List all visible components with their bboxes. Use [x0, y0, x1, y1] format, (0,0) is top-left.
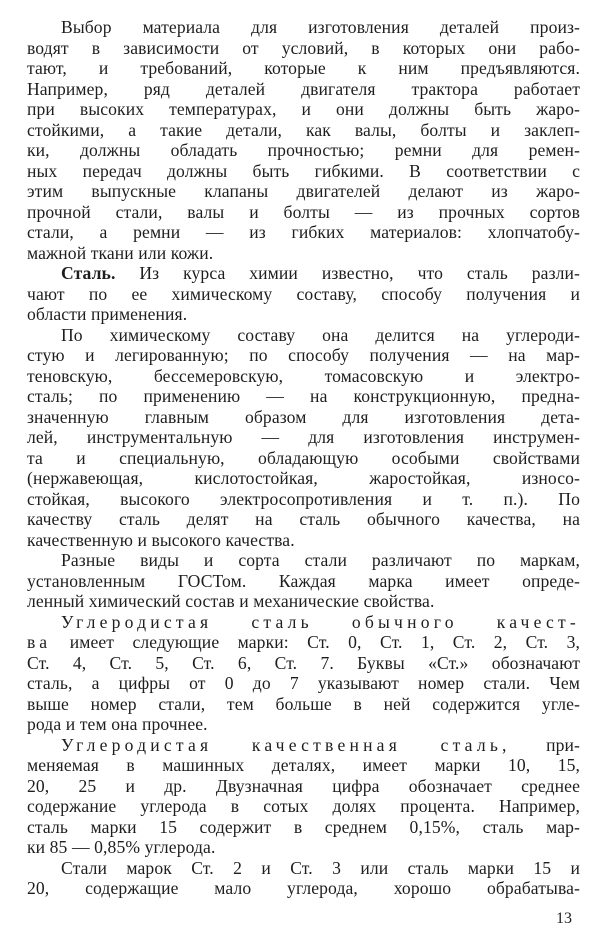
text-line	[27, 509, 580, 530]
text-line	[27, 735, 580, 756]
text-line	[27, 386, 580, 407]
text-line	[27, 632, 580, 653]
line-text: ных передач должны быть гибкими. В соответствии с	[27, 160, 580, 181]
line-text: сталь; по применению — на конструкционную, предна-	[27, 386, 580, 406]
line-text: стали, а ремни — из гибких материалов: хлопчатобу-	[27, 222, 580, 242]
line-text: рода и тем она прочнее.	[27, 714, 208, 734]
text-line	[27, 530, 580, 551]
line-text: выше номер стали, тем больше в ней содержится угле-	[27, 693, 580, 714]
text-line	[27, 366, 580, 387]
text-line	[27, 776, 580, 797]
page-number: 13	[556, 910, 572, 927]
text-line	[27, 878, 580, 899]
text-line	[27, 591, 580, 612]
page-body	[27, 17, 580, 899]
text-line	[27, 161, 580, 182]
section-heading: Сталь.	[61, 263, 116, 283]
line-text: По химическому составу она делится на углероди-	[61, 324, 580, 345]
text-line	[27, 284, 580, 305]
text-line	[27, 222, 580, 243]
line-text: та и специальную, обладающую особыми свойствами	[27, 447, 580, 468]
spaced-term: Углеродистая сталь обычного качест-	[61, 611, 580, 632]
line-text: стую и легированную; по способу получения — на мар-	[27, 345, 580, 365]
line-text: Стали марок Ст. 2 и Ст. 3 или сталь марки 15 и	[61, 857, 580, 878]
text-line	[27, 120, 580, 141]
line-text: качеству сталь делят на сталь обычного качества, на	[27, 509, 580, 529]
text-line	[27, 448, 580, 469]
line-text: мажной ткани или кожи.	[27, 242, 214, 263]
line-text: Выбор материала для изготовления деталей произ-	[61, 17, 580, 37]
text-line	[27, 140, 580, 161]
line-text: сталь, а цифры от 0 до 7 указывают номер стали. Чем	[27, 673, 580, 693]
text-line	[27, 714, 580, 735]
line-text: ленный химический состав и механические свойства.	[27, 591, 435, 611]
text-line	[27, 817, 580, 838]
text-line	[27, 345, 580, 366]
text-line	[27, 694, 580, 715]
text-line	[27, 407, 580, 428]
text-line	[27, 243, 580, 264]
line-text: Ст. 4, Ст. 5, Ст. 6, Ст. 7. Буквы «Ст.» обозначают	[27, 652, 580, 673]
text-line	[27, 263, 580, 284]
line-text: стойкими, а такие детали, как валы, болты и заклеп-	[27, 119, 580, 140]
line-text: этим выпускные клапаны двигателей делают из жаро-	[27, 181, 580, 201]
line-text: при-	[510, 734, 580, 755]
line-text: ки, должны обладать прочностью; ремни для ремен-	[27, 140, 580, 160]
line-text: меняемая в машинных деталях, имеет марки 10, 15,	[27, 755, 580, 775]
text-line	[27, 489, 580, 510]
text-line	[27, 571, 580, 592]
line-text: тают, и требований, которые к ним предъявляются.	[27, 58, 580, 78]
spaced-term: Углеродистая качественная сталь,	[61, 734, 511, 755]
text-line	[27, 673, 580, 694]
text-line	[27, 17, 580, 38]
text-line	[27, 858, 580, 879]
line-text: имеет следующие марки: Ст. 0, Ст. 1, Ст. 2, Ст. 3,	[51, 632, 580, 652]
text-line	[27, 837, 580, 858]
line-text: сталь марки 15 содержит в среднем 0,15%, сталь мар-	[27, 816, 580, 837]
text-line	[27, 653, 580, 674]
line-text: чают по ее химическому составу, способу получения и	[27, 283, 580, 304]
line-text: Из курса химии известно, что сталь разли-	[115, 263, 580, 283]
text-line	[27, 468, 580, 489]
line-text: значенную главным образом для изготовления дета-	[27, 406, 580, 427]
line-text: теновскую, бессемеровскую, томасовскую и электро-	[27, 365, 580, 386]
text-line	[27, 612, 580, 633]
line-text: области применения.	[27, 304, 188, 324]
text-line	[27, 58, 580, 79]
text-line	[27, 304, 580, 325]
text-line	[27, 181, 580, 202]
spaced-term: ва	[27, 632, 52, 652]
line-text: водят в зависимости от условий, в которых они рабо-	[27, 37, 580, 58]
text-line	[27, 79, 580, 100]
line-text: ки 85 — 0,85% углерода.	[27, 837, 216, 857]
line-text: Разные виды и сорта стали различают по маркам,	[61, 550, 580, 570]
line-text: Например, ряд деталей двигателя трактора работает	[27, 78, 580, 99]
line-text: установленным ГОСТом. Каждая марка имеет опреде-	[27, 570, 580, 591]
line-text: стойкая, высокого электросопротивления и т. п.). По	[27, 488, 580, 509]
line-text: прочной стали, валы и болты — из прочных сортов	[27, 201, 580, 222]
line-text: 20, 25 и др. Двузначная цифра обозначает среднее	[27, 775, 580, 796]
text-line	[27, 325, 580, 346]
line-text: 20, содержащие мало углерода, хорошо обрабатыва-	[27, 878, 580, 898]
text-line	[27, 38, 580, 59]
text-line	[27, 550, 580, 571]
text-line	[27, 99, 580, 120]
text-line	[27, 427, 580, 448]
line-text: лей, инструментальную — для изготовления инструмен-	[27, 427, 580, 447]
text-line	[27, 796, 580, 817]
text-line	[27, 202, 580, 223]
line-text: содержание углерода в сотых долях процента. Например,	[27, 796, 580, 816]
text-line	[27, 755, 580, 776]
line-text: при высоких температурах, и они должны быть жаро-	[27, 99, 580, 119]
line-text: (нержавеющая, кислотостойкая, жаростойкая, износо-	[27, 468, 580, 488]
line-text: качественную и высокого качества.	[27, 529, 295, 550]
